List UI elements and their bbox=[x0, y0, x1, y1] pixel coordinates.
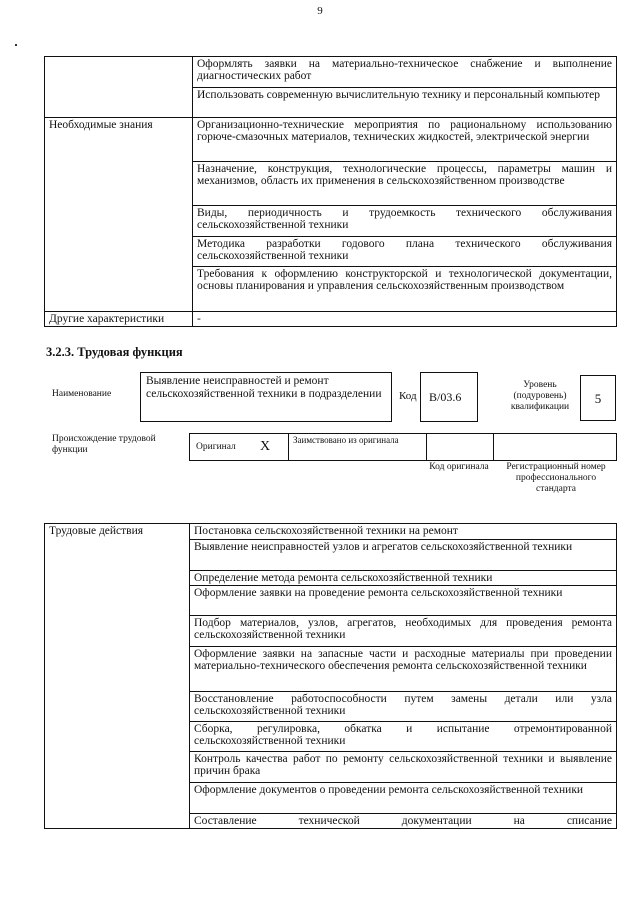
knowledge-cell: Виды, периодичность и трудоемкость технического обслуживания сельскохозяйственной техники bbox=[193, 206, 617, 237]
registration-number-box bbox=[493, 433, 617, 461]
original-mark: X bbox=[260, 439, 271, 454]
actions-label: Трудовые действия bbox=[45, 524, 190, 829]
other-characteristics-value: - bbox=[193, 312, 617, 327]
original-code-box bbox=[426, 433, 494, 461]
borrowed-label: Заимствовано из оригинала bbox=[293, 435, 399, 445]
action-item: Составление технической документации на списание bbox=[190, 814, 617, 829]
action-item: Восстановление работоспособности путем замены детали или узла сельскохозяйственной техники bbox=[190, 692, 617, 722]
knowledge-cell: Организационно-технические мероприятия по рациональному использованию горюче-смазочных материалов, технических жидкостей, электрической энергии bbox=[193, 118, 617, 162]
knowledge-label: Необходимые знания bbox=[45, 118, 193, 312]
table-label-cell bbox=[45, 57, 193, 118]
action-item: Оформление заявки на запасные части и расходные материалы при проведении материально-технического обеспечения ремонта сельскохозяйственной техники bbox=[190, 647, 617, 692]
function-name-value: Выявление неисправностей и ремонт сельскохозяйственной техники в подразделении bbox=[146, 375, 382, 400]
action-item: Определение метода ремонта сельскохозяйственной техники bbox=[190, 571, 617, 586]
knowledge-cell: Методика разработки годового плана технического обслуживания сельскохозяйственной техники bbox=[193, 237, 617, 267]
original-box bbox=[189, 433, 289, 461]
original-label: Оригинал bbox=[196, 442, 236, 452]
registration-caption: Регистрационный номер профессионального стандарта bbox=[506, 462, 606, 494]
labor-actions-table bbox=[44, 523, 617, 829]
knowledge-cell: Требования к оформлению конструкторской и технологической документации, основы планирования и управления сельскохозяйственным производством bbox=[193, 267, 617, 312]
name-label: Наименование bbox=[52, 389, 112, 399]
page-number: 9 bbox=[317, 5, 323, 17]
action-item: Контроль качества работ по ремонту сельскохозяйственной техники и выявление причин брака bbox=[190, 752, 617, 783]
knowledge-cell: Назначение, конструкция, технологические процессы, параметры машин и механизмов, область их применения в сельскохозяйственном производстве bbox=[193, 162, 617, 206]
other-characteristics-label: Другие характеристики bbox=[45, 312, 193, 327]
origin-label: Происхождение трудовой функции bbox=[52, 434, 156, 455]
skill-cell: Оформлять заявки на материально-техническое снабжение и выполнение диагностических работ bbox=[193, 57, 617, 88]
action-item: Оформление заявки на проведение ремонта сельскохозяйственной техники bbox=[190, 586, 617, 616]
action-item: Подбор материалов, узлов, агрегатов, необходимых для проведения ремонта сельскохозяйственной техники bbox=[190, 616, 617, 647]
function-name-box bbox=[140, 372, 392, 422]
code-label: Код bbox=[399, 390, 417, 402]
borrowed-box bbox=[288, 433, 427, 461]
action-item: Сборка, регулировка, обкатка и испытание отремонтированной сельскохозяйственной техники bbox=[190, 722, 617, 752]
level-value: 5 bbox=[594, 391, 602, 406]
action-item: Выявление неисправностей узлов и агрегатов сельскохозяйственной техники bbox=[190, 540, 617, 571]
code-box bbox=[420, 372, 478, 422]
skills-knowledge-table bbox=[44, 56, 617, 327]
action-item: Постановка сельскохозяйственной техники на ремонт bbox=[190, 524, 617, 540]
code-value: B/03.6 bbox=[429, 390, 462, 404]
scan-speck bbox=[15, 44, 17, 46]
code-caption: Код оригинала bbox=[429, 462, 489, 472]
level-box bbox=[580, 375, 616, 421]
level-label: Уровень (подуровень) квалификации bbox=[510, 380, 570, 412]
skill-cell: Использовать современную вычислительную технику и персональный компьютер bbox=[193, 88, 617, 118]
section-title: 3.2.3. Трудовая функция bbox=[46, 345, 183, 359]
action-item: Оформление документов о проведении ремонта сельскохозяйственной техники bbox=[190, 783, 617, 814]
